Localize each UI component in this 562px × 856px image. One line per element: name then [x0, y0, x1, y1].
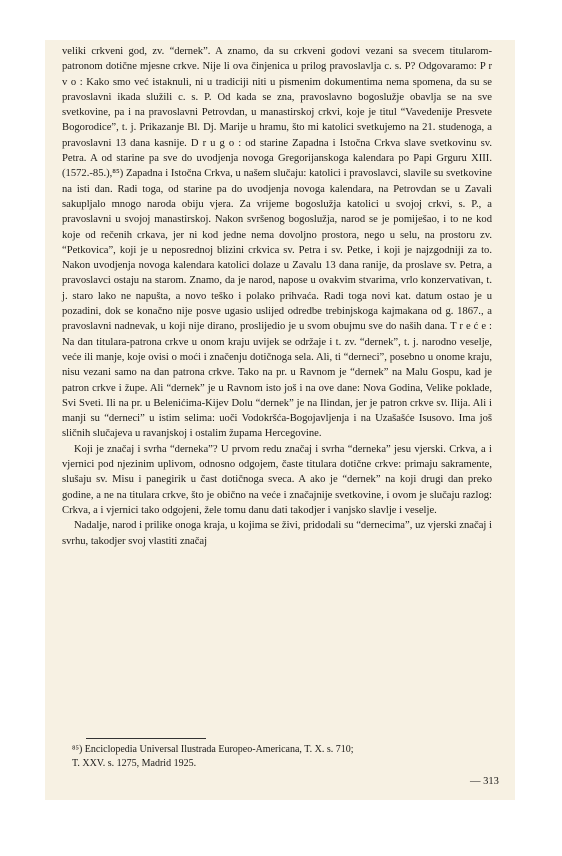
paragraph-2: Koji je značaj i svrha “derneka”? U prvom redu značaj i svrha “derneka” jesu vjerski. Crkva, a i vjernici pod njezinim uplivom, odnosno odgojem, časte titulara dotične crkve: primaju sakramente, slušaju sv. Misu i panegirik u čast dotičnoga sveca. A ako je “dernek” na koji drugi dan preko godine, a ne na titulara crkve, što je obično na veće i značajnije svetkovine, i ovom je slučaju razlog: Crkva, a i vjernici tako odgojeni, žele tomu danu dati takodjer i vanjsko slavlje i veselje.: [62, 443, 492, 516]
footnote-line-2: T. XXV. s. 1275, Madrid 1925.: [72, 758, 197, 769]
paragraph-3: Nadalje, narod i prilike onoga kraja, u kojima se živi, pridodali su “dernecima”, uz vjerski značaj i svrhu, takodjer svoj vlastiti značaj: [62, 520, 492, 547]
footnote-divider: [86, 738, 206, 739]
main-text: [62, 44, 492, 549]
footnote-line-1: ⁸⁵) Enciclopedia Universal Ilustrada Europeo-Americana, T. X. s. 710;: [72, 744, 354, 755]
footnote: [72, 743, 490, 771]
page-number: — 313: [470, 776, 499, 787]
paragraph-1: veliki crkveni god, zv. “dernek”. A znamo, da su crkveni godovi vezani sa svecem titularom-patronom dotične mjesne crkve. Nije li ova činjenica u prilog pravoslavlja c. s. P? Odgovaramo: P r v o : Kako smo već istaknuli, ni u tradiciji niti u pismenim dokumentima nema spomena, da su se pravoslavni ikada služili c. s. P. Od kada se zna, pravoslavno bogoslužje obavlja se na sve svetkovine, pa i na pravoslavni Petrovdan, u manastirskoj crkvi, koje je titul “Vavedenije Presvete Bogorodice”, t. j. Prikazanje Bl. Dj. Marije u hramu, što mi katolici svetkujemo na 21. studenoga, a pravoslavni 13 dana kasnije. D r u g o : od starine Zapadna i Istočna Crkva slave svetkovinu sv. Petra. A od starine pa sve do uvodjenja novoga Gregorijanskoga kalendara po Papi Grguru XIII. (1572.-85.),⁸⁵) Zapadna i Istočna Crkva, u našem slučaju: katolici i pravoslavci, slavile su svetkovine na isti dan. Radi toga, od starine pa do uvodjenja novoga kalendara, na Petrovdan se u Zavali sakupljalo mnogo naroda obiju vjera. Za vrijeme bogoslužja katolici u svojoj crkvi, s. P., a pravoslavni u svojoj manastirskoj. Nakon svršenog bogoslužja, narod se je pomiješao, i to ne kod koje od rečenih crkava, jer ni kod jedne nema dovoljno prostora, nego u selu, na prostoru zv. “Petkovica”, koji je u neposrednoj blizini crkvica sv. Petra i sv. Petke, i koji je najzgodniji za to. Nakon uvodjenja novoga kalendara katolici dolaze u Zavalu 13 dana ranije, da proslave sv. Petra, a pravoslavci ostaju na starom. Znamo, da je narod, napose u ovakvim stvarima, vrlo konzervativan, t. j. staro lako ne napušta, a novo teško i polako prihvaća. Radi toga novi kat. datum ostao je u pozadini, dok se konačno nije posve ugasio uslijed odredbe trebinjskoga kajmakana od g. 1867., a pravoslavni nadnevak, u koji nije dirano, proslijedio je u svom obujmu sve do naših dana. T r e ć e : Na dan titulara-patrona crkve u onom kraju uvijek se održaje i t. zv. “dernek”, t. j. narodno veselje, veće ili manje, koje ovisi o moći i značenju dotičnoga sela. Ali, ti “derneci”, posebno u onome kraju, nisu vezani samo na dan patrona crkve. Tako na pr. u Ravnom je “dernek” na Malu Gospu, kad je patron crkve i župe. Ali “dernek” je u Ravnom isto još i na ove dane: Nova Godina, Velike poklade, Svi Sveti. Ili na pr. u Belenićima-Kijev Dolu “dernek” je na Ilindan, jer je patron crkve sv. Ilija. Ali i manji su “derneci” u istim selima: uoči Vodokršća-Bogojavljenja i na Uzašašće Isusovo. Ima još sličnih slučajeva u ravanjskoj i ostalim župama Hercegovine.: [62, 46, 492, 440]
